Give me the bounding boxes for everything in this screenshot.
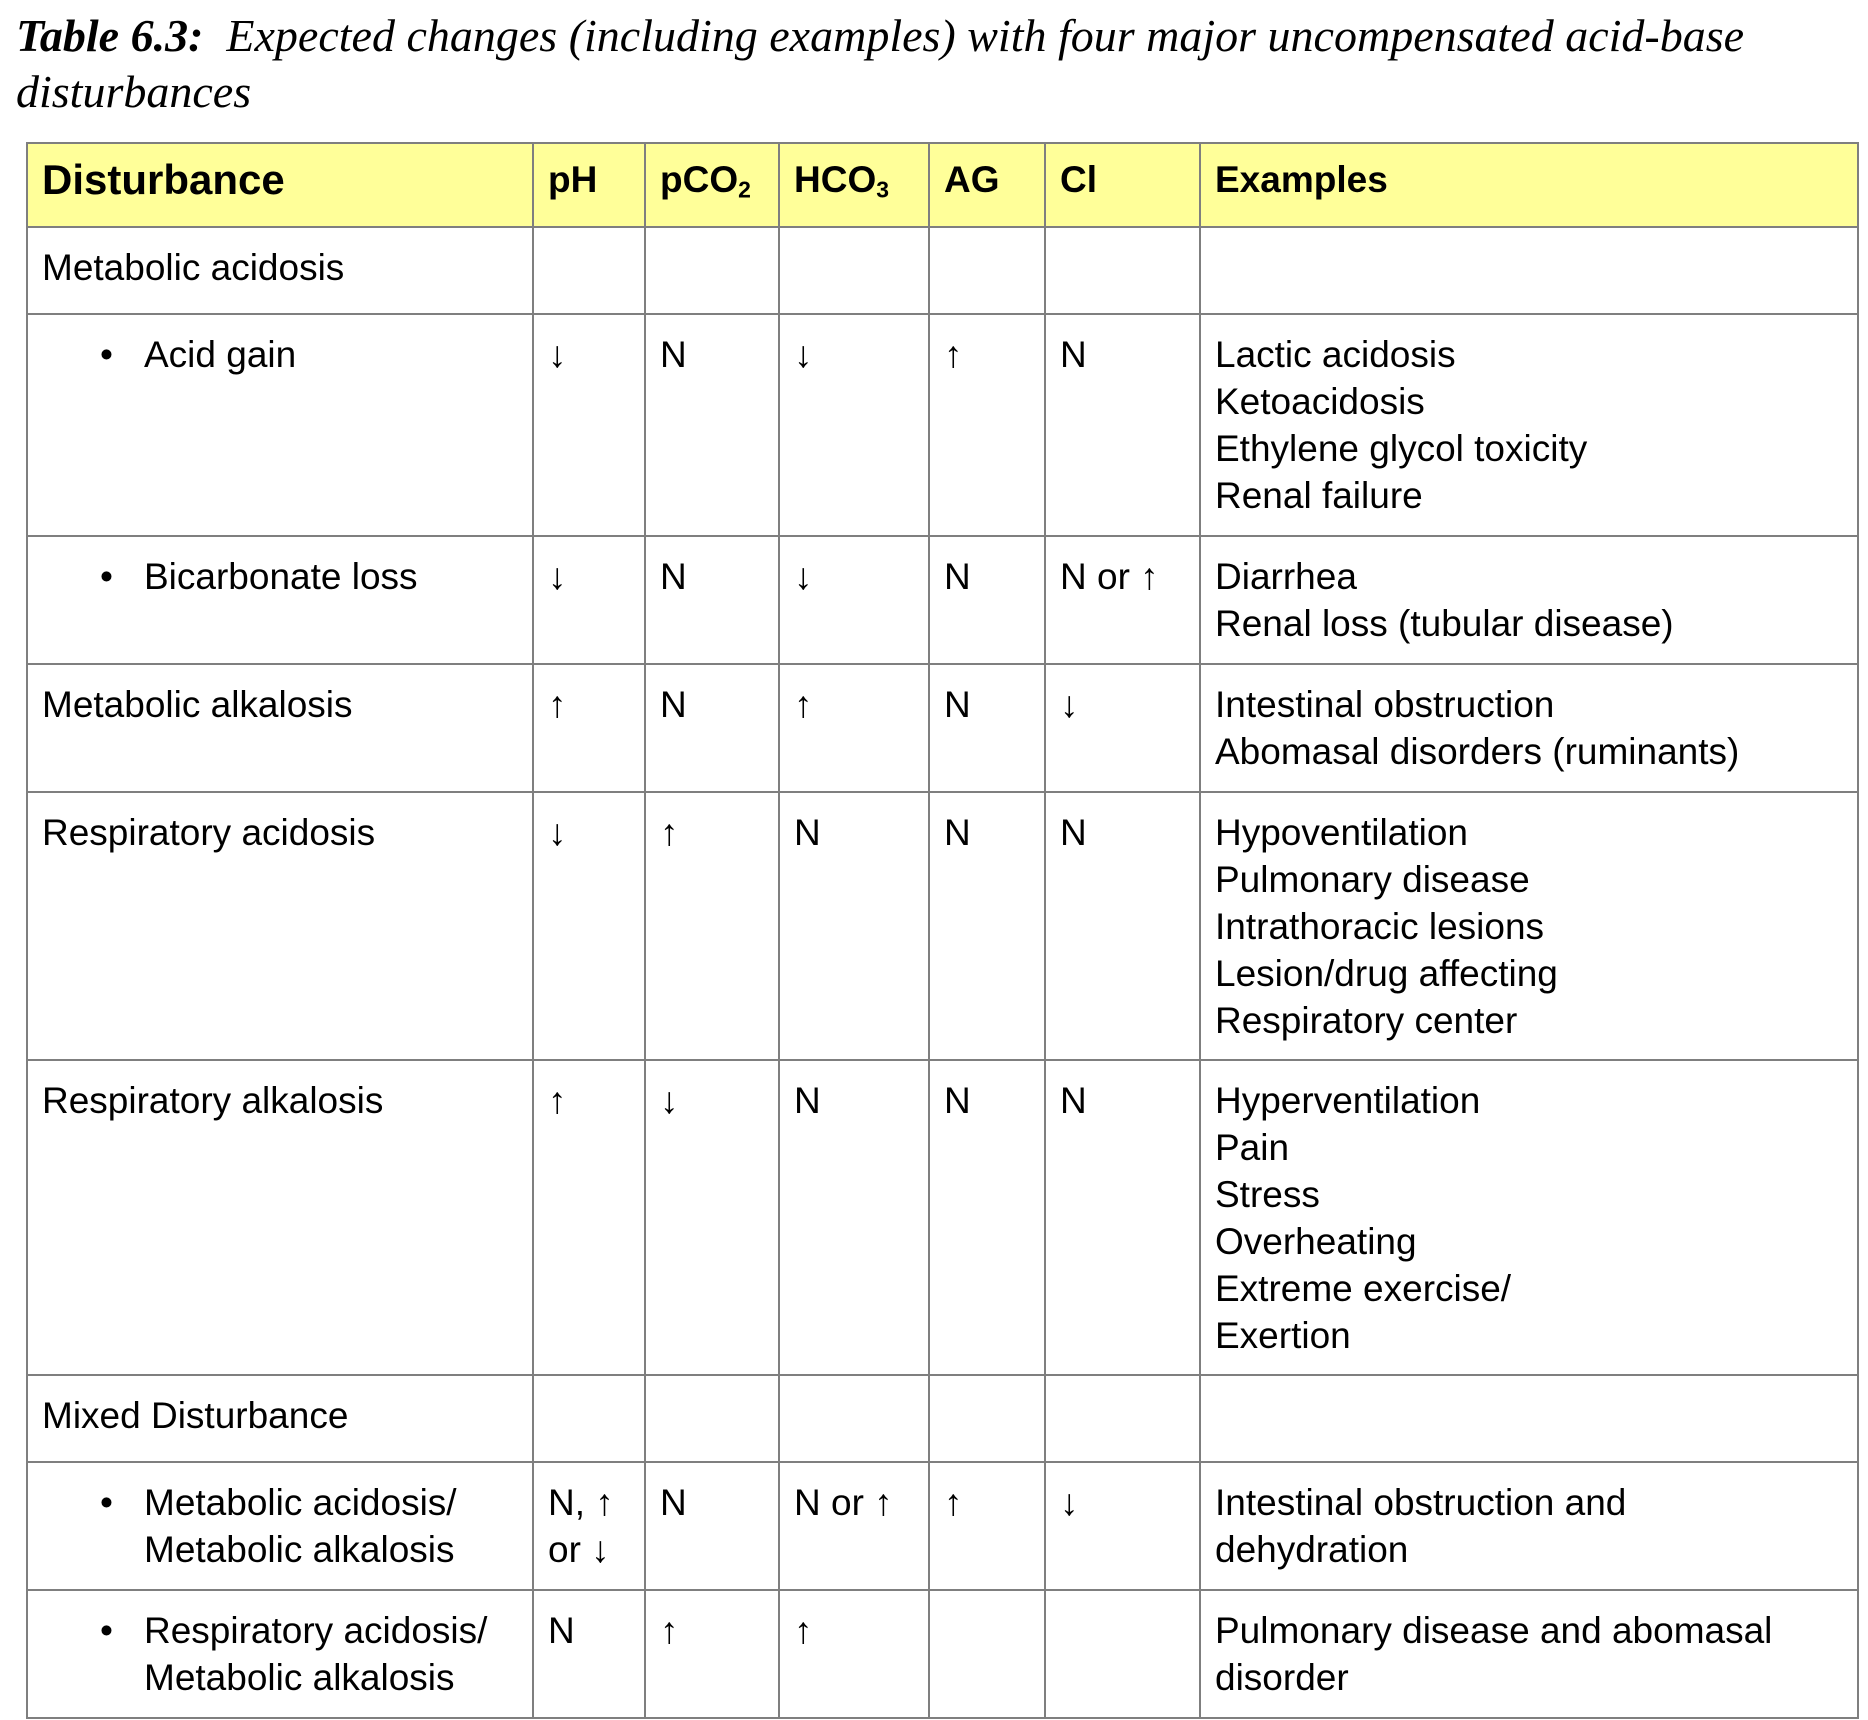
acid-base-table [26, 142, 1859, 1719]
examples-cell [1200, 1060, 1858, 1375]
ag-cell: ↑ [929, 314, 1045, 536]
header-hco3: HCO3 [779, 143, 929, 227]
example-item: Renal loss (tubular disease) [1215, 603, 1674, 644]
header-disturbance: Disturbance [27, 143, 533, 227]
examples-cell [1200, 314, 1858, 536]
cl-cell [1045, 1590, 1200, 1718]
pco2-cell: N [645, 664, 779, 792]
pco2-cell: N [645, 1462, 779, 1590]
example-item: Diarrhea [1215, 556, 1357, 597]
pco2-cell [645, 1375, 779, 1462]
caption-text: Expected changes (including examples) with four major uncompensated acid-base disturbances [16, 10, 1745, 117]
ag-cell: N [929, 664, 1045, 792]
header-examples: Examples [1200, 143, 1858, 227]
examples-cell [1200, 664, 1858, 792]
example-item: Pain [1215, 1127, 1290, 1168]
table-caption [16, 8, 1836, 120]
ph-cell [533, 1375, 645, 1462]
cl-cell [1045, 1375, 1200, 1462]
example-item: dehydration [1215, 1529, 1409, 1570]
examples-cell [1200, 1375, 1858, 1462]
examples-cell [1200, 536, 1858, 664]
example-item: Ethylene glycol toxicity [1215, 428, 1588, 469]
ag-cell [929, 1375, 1045, 1462]
pco2-cell: N [645, 536, 779, 664]
hco3-cell [779, 227, 929, 314]
examples-cell [1200, 792, 1858, 1060]
hco3-cell: ↑ [779, 664, 929, 792]
example-item: Intestinal obstruction [1215, 684, 1555, 725]
ph-cell: ↓ [533, 314, 645, 536]
ph-cell: N, ↑ or ↓ [533, 1462, 645, 1590]
disturbance-cell: Respiratory alkalosis [27, 1060, 533, 1375]
header-pco2: pCO2 [645, 143, 779, 227]
example-item: Overheating [1215, 1221, 1417, 1262]
example-item: Abomasal disorders (ruminants) [1215, 731, 1740, 772]
cl-cell: ↓ [1045, 1462, 1200, 1590]
cl-cell: N [1045, 1060, 1200, 1375]
hco3-cell: N [779, 792, 929, 1060]
disturbance-cell: Respiratory acidosis [27, 792, 533, 1060]
cl-cell: N [1045, 792, 1200, 1060]
cl-cell: N or ↑ [1045, 536, 1200, 664]
table-row [27, 536, 1858, 664]
example-item: Extreme exercise/ [1215, 1268, 1512, 1309]
ph-cell: ↓ [533, 536, 645, 664]
disturbance-cell: Metabolic alkalosis [27, 664, 533, 792]
bullet-icon: • [100, 1482, 113, 1523]
disturbance-cell: • Metabolic acidosis/ Metabolic alkalosis [27, 1462, 533, 1590]
bullet-icon: • [100, 1610, 113, 1651]
hco3-cell [779, 1375, 929, 1462]
ag-cell: N [929, 1060, 1045, 1375]
ph-cell: ↓ [533, 792, 645, 1060]
example-item: Lesion/drug affecting [1215, 953, 1558, 994]
disturbance-cell: • Bicarbonate loss [27, 536, 533, 664]
table-row [27, 1375, 1858, 1462]
ph-cell [533, 227, 645, 314]
example-item: Pulmonary disease and abomasal [1215, 1610, 1773, 1651]
ag-cell: ↑ [929, 1462, 1045, 1590]
cl-cell [1045, 227, 1200, 314]
table-row [27, 792, 1858, 1060]
cl-cell: N [1045, 314, 1200, 536]
header-cl: Cl [1045, 143, 1200, 227]
hco3-cell: ↓ [779, 314, 929, 536]
bullet-icon: • [100, 556, 113, 597]
example-item: Ketoacidosis [1215, 381, 1425, 422]
ag-cell [929, 227, 1045, 314]
example-item: Respiratory center [1215, 1000, 1518, 1041]
hco3-cell: N [779, 1060, 929, 1375]
examples-cell [1200, 1462, 1858, 1590]
table-row [27, 1462, 1858, 1590]
ag-cell [929, 1590, 1045, 1718]
example-item: Lactic acidosis [1215, 334, 1456, 375]
examples-cell [1200, 227, 1858, 314]
disturbance-cell: Mixed Disturbance [27, 1375, 533, 1462]
examples-cell [1200, 1590, 1858, 1718]
pco2-cell [645, 227, 779, 314]
example-item: Hyperventilation [1215, 1080, 1481, 1121]
hco3-cell: ↑ [779, 1590, 929, 1718]
disturbance-cell: Metabolic acidosis [27, 227, 533, 314]
hco3-cell: ↓ [779, 536, 929, 664]
ph-cell: ↑ [533, 1060, 645, 1375]
table-body [27, 227, 1858, 1718]
table-row [27, 1590, 1858, 1718]
example-item: Exertion [1215, 1315, 1351, 1356]
example-item: Stress [1215, 1174, 1320, 1215]
header-ph: pH [533, 143, 645, 227]
pco2-cell: ↑ [645, 1590, 779, 1718]
cl-cell: ↓ [1045, 664, 1200, 792]
example-item: Intestinal obstruction and [1215, 1482, 1627, 1523]
bullet-icon: • [100, 334, 113, 375]
example-item: Intrathoracic lesions [1215, 906, 1545, 947]
ph-cell: N [533, 1590, 645, 1718]
ag-cell: N [929, 536, 1045, 664]
ag-cell: N [929, 792, 1045, 1060]
header-ag: AG [929, 143, 1045, 227]
table-row [27, 664, 1858, 792]
pco2-cell: ↑ [645, 792, 779, 1060]
table-row [27, 314, 1858, 536]
pco2-cell: N [645, 314, 779, 536]
table-row [27, 1060, 1858, 1375]
disturbance-cell: • Respiratory acidosis/ Metabolic alkalosis [27, 1590, 533, 1718]
table-row [27, 227, 1858, 314]
example-item: Pulmonary disease [1215, 859, 1530, 900]
hco3-cell: N or ↑ [779, 1462, 929, 1590]
example-item: disorder [1215, 1657, 1349, 1698]
example-item: Renal failure [1215, 475, 1423, 516]
ph-cell: ↑ [533, 664, 645, 792]
header-row [27, 143, 1858, 227]
pco2-cell: ↓ [645, 1060, 779, 1375]
caption-label: Table 6.3: [16, 10, 204, 61]
disturbance-cell: • Acid gain [27, 314, 533, 536]
example-item: Hypoventilation [1215, 812, 1468, 853]
